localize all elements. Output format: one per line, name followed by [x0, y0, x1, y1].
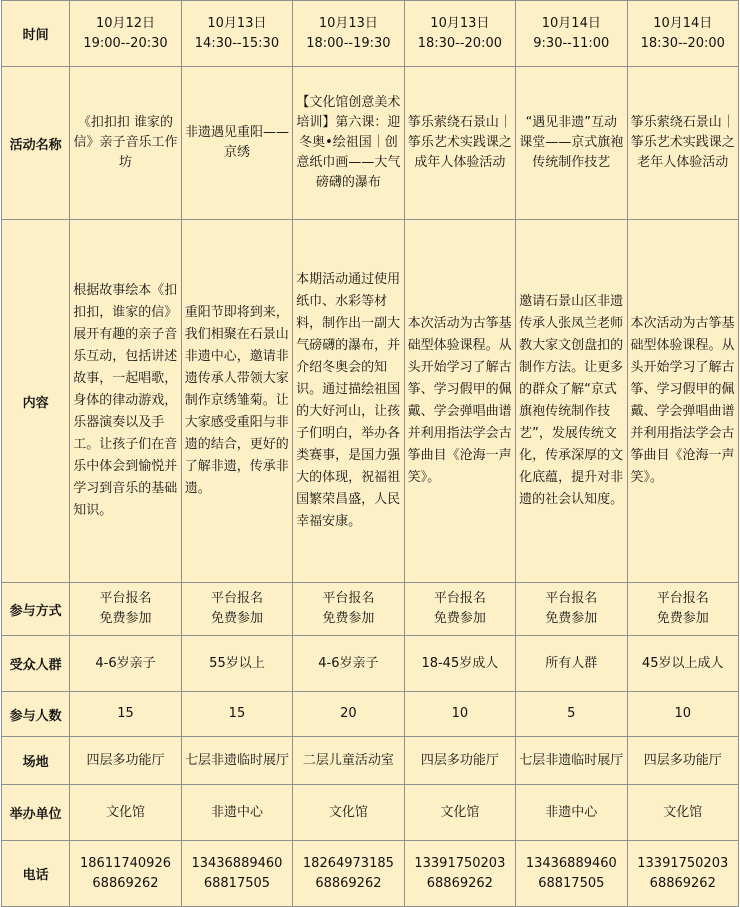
row-header-audience: 受众人群 [2, 636, 70, 692]
event-time: 18:30--20:00 [640, 35, 725, 51]
join-line: 平台报名 [210, 591, 263, 606]
event-time: 18:00--19:30 [306, 35, 391, 51]
host-cell: 非遗中心 [516, 785, 627, 841]
event-date: 10月12日 [95, 15, 156, 31]
audience-cell: 所有人群 [516, 636, 627, 692]
phone-number: 68869262 [92, 875, 159, 891]
phone-cell [293, 841, 404, 907]
row-venue [2, 737, 739, 785]
join-line: 平台报名 [545, 591, 598, 606]
row-activity-name [2, 67, 739, 220]
row-header-venue: 场地 [2, 737, 70, 785]
join-cell [181, 583, 292, 636]
audience-cell: 55岁以上 [181, 636, 292, 692]
join-line: 平台报名 [656, 591, 709, 606]
join-line: 免费参加 [545, 611, 598, 626]
phone-number: 68817505 [538, 875, 605, 891]
join-line: 免费参加 [322, 611, 375, 626]
event-date: 10月14日 [653, 15, 713, 31]
join-cell [627, 583, 738, 636]
count-cell: 10 [404, 692, 515, 737]
phone-number: 13391750203 [637, 855, 729, 871]
time-cell [404, 1, 515, 67]
phone-number: 13436889460 [191, 855, 283, 871]
join-line: 平台报名 [433, 591, 486, 606]
phone-number: 13391750203 [414, 855, 506, 871]
row-content [2, 220, 739, 583]
venue-cell: 四层多功能厅 [404, 737, 515, 785]
row-header-content: 内容 [2, 220, 70, 583]
join-line: 免费参加 [210, 611, 263, 626]
phone-cell [516, 841, 627, 907]
host-cell: 文化馆 [627, 785, 738, 841]
content-cell: 重阳节即将到来，我们相聚在石景山非遗中心，邀请非遗传承人带领大家制作京绣雏菊。让大家感受重阳与非遗的结合，更好的了解非遗，传承非遗。 [181, 220, 292, 583]
join-cell [404, 583, 515, 636]
count-cell: 10 [627, 692, 738, 737]
join-line: 免费参加 [99, 611, 152, 626]
activity-name-cell: 筝乐萦绕石景山｜筝乐艺术实践课之成年人体验活动 [404, 67, 515, 220]
time-cell [70, 1, 181, 67]
event-date: 10月14日 [541, 15, 601, 31]
host-cell: 非遗中心 [181, 785, 292, 841]
venue-cell: 七层非遗临时展厅 [181, 737, 292, 785]
event-time: 18:30--20:00 [417, 35, 502, 51]
audience-cell: 4-6岁亲子 [293, 636, 404, 692]
count-cell: 15 [70, 692, 181, 737]
content-cell: 根据故事绘本《扣扣扣，谁家的信》展开有趣的亲子音乐互动，包括讲述故事，一起唱歌，身体的律动游戏，乐器演奏以及手工。让孩子们在音乐中体会到愉悦并学习到音乐的基础知识。 [70, 220, 181, 583]
count-cell: 20 [293, 692, 404, 737]
time-cell [516, 1, 627, 67]
phone-number: 18611740926 [80, 855, 171, 871]
row-header-count: 参与人数 [2, 692, 70, 737]
count-cell: 5 [516, 692, 627, 737]
phone-number: 13436889460 [525, 855, 617, 871]
join-cell [70, 583, 181, 636]
host-cell: 文化馆 [293, 785, 404, 841]
count-cell: 15 [181, 692, 292, 737]
phone-number: 68869262 [649, 875, 716, 891]
phone-cell [70, 841, 181, 907]
event-date: 10月13日 [318, 15, 378, 31]
row-host [2, 785, 739, 841]
venue-cell: 四层多功能厅 [70, 737, 181, 785]
venue-cell: 四层多功能厅 [627, 737, 738, 785]
content-cell: 邀请石景山区非遗传承人张凤兰老师教大家文创盘扣的制作方法。让更多的群众了解“京式旗袍传统制作技艺”，发展传统文化，传承深厚的文化底蕴，提升对非遗的社会认知度。 [516, 220, 627, 583]
content-cell: 本次活动为古筝基础型体验课程。从头开始学习了解古筝、学习假甲的佩戴、学会弹唱曲谱并利用指法学会古筝曲目《沧海一声笑》。 [404, 220, 515, 583]
row-participant-count [2, 692, 739, 737]
row-header-host: 举办单位 [2, 785, 70, 841]
phone-number: 68869262 [315, 875, 382, 891]
activity-name-cell: 【文化馆创意美术培训】第六课：迎冬奥•绘祖国｜创意纸巾画——大气磅礴的瀑布 [293, 67, 404, 220]
phone-number: 68869262 [426, 875, 493, 891]
event-date: 10月13日 [207, 15, 267, 31]
activity-name-cell: 筝乐萦绕石景山｜筝乐艺术实践课之老年人体验活动 [627, 67, 738, 220]
join-cell [293, 583, 404, 636]
row-join-method [2, 583, 739, 636]
time-cell [627, 1, 738, 67]
row-time [2, 1, 739, 67]
phone-number: 18264973185 [302, 855, 394, 871]
activity-name-cell: “遇见非遗”互动课堂——京式旗袍传统制作技艺 [516, 67, 627, 220]
join-cell [516, 583, 627, 636]
venue-cell: 七层非遗临时展厅 [516, 737, 627, 785]
phone-cell [181, 841, 292, 907]
phone-cell [627, 841, 738, 907]
row-header-name: 活动名称 [2, 67, 70, 220]
activity-schedule-table [1, 0, 739, 907]
join-line: 免费参加 [433, 611, 486, 626]
content-cell: 本期活动通过使用纸巾、水彩等材料，制作出一副大气磅礴的瀑布，并介绍冬奥会的知识。通过描绘祖国的大好河山，让孩子们明白，举办各类赛事，是国力强大的体现，祝福祖国繁荣昌盛，人民幸福安康。 [293, 220, 404, 583]
event-time: 14:30--15:30 [194, 35, 280, 51]
time-cell [181, 1, 292, 67]
join-line: 平台报名 [99, 591, 152, 606]
audience-cell: 18-45岁成人 [404, 636, 515, 692]
activity-name-cell: 《扣扣扣 谁家的信》亲子音乐工作坊 [70, 67, 181, 220]
event-time: 9:30--11:00 [533, 35, 610, 51]
phone-number: 68817505 [203, 875, 271, 891]
event-date: 10月13日 [430, 15, 490, 31]
activity-name-cell: 非遗遇见重阳——京绣 [181, 67, 292, 220]
content-cell: 本次活动为古筝基础型体验课程。从头开始学习了解古筝、学习假甲的佩戴、学会弹唱曲谱并利用指法学会古筝曲目《沧海一声笑》。 [627, 220, 738, 583]
host-cell: 文化馆 [404, 785, 515, 841]
row-header-phone: 电话 [2, 841, 70, 907]
row-header-join: 参与方式 [2, 583, 70, 636]
time-cell [293, 1, 404, 67]
audience-cell: 45岁以上成人 [627, 636, 738, 692]
host-cell: 文化馆 [70, 785, 181, 841]
join-line: 免费参加 [656, 611, 709, 626]
phone-cell [404, 841, 515, 907]
venue-cell: 二层儿童活动室 [293, 737, 404, 785]
audience-cell: 4-6岁亲子 [70, 636, 181, 692]
event-time: 19:00--20:30 [83, 35, 168, 51]
row-phone [2, 841, 739, 907]
row-audience [2, 636, 739, 692]
row-header-time: 时间 [2, 1, 70, 67]
join-line: 平台报名 [322, 591, 375, 606]
